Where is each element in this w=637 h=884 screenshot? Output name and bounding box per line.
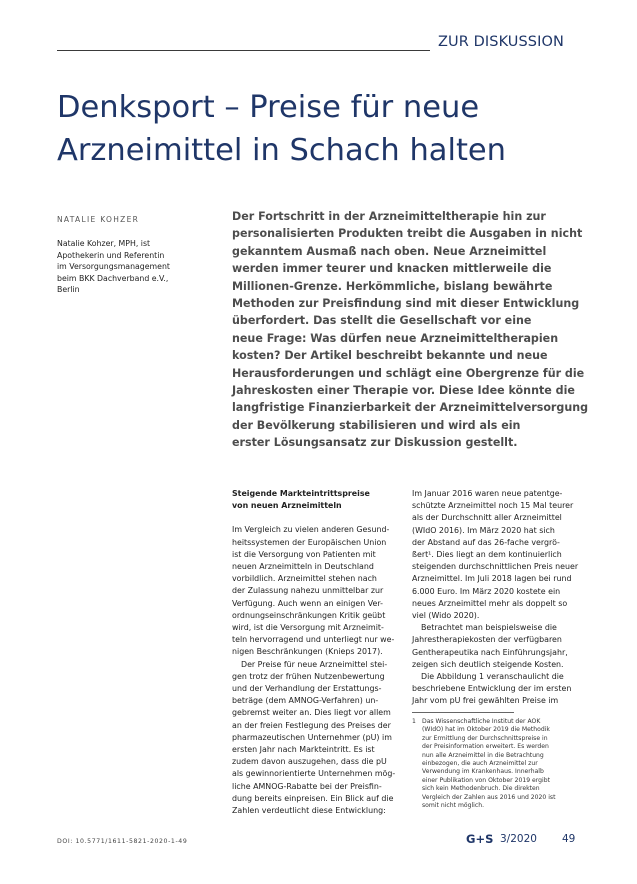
footnote-text: Das Wissenschaftliche Institut der AOK [422, 718, 541, 725]
abstract-line: personalisierten Produkten treibt die Ausgaben in nicht [232, 227, 583, 241]
body-line: liche AMNOG-Rabatte bei der Preisfin- [232, 781, 382, 791]
author-bio-line: im Versorgungsmanagement [57, 262, 170, 272]
page-number: 49 [562, 833, 576, 845]
abstract-line: werden immer teurer und knacken mittlerweile die [232, 262, 552, 276]
body-line: als der Durchschnitt aller Arzneimittel [412, 513, 562, 523]
body-line: Arzneimittel. Im Juli 2018 lagen bei rund [412, 574, 572, 584]
body-line: Der Preise für neue Arzneimittel stei- [241, 659, 388, 669]
body-line: an der freien Festlegung des Preises der [232, 720, 391, 730]
body-line: der Abstand auf das 26-fache vergrö- [412, 537, 560, 547]
abstract-line: kosten? Der Artikel beschreibt bekannte und neue [232, 349, 548, 363]
body-line: teln hervorragend und unterliegt nur we- [232, 635, 395, 645]
footnote-line: Vergleich der Zahlen aus 2016 und 2020 ist [422, 793, 556, 801]
subheading-line: Steigende Markteintrittspreise [232, 489, 370, 498]
footnote-line: somit nicht möglich. [422, 802, 485, 810]
body-line: Im Januar 2016 waren neue patentge- [412, 489, 563, 498]
abstract-line: langfristige Finanzierbarkeit der Arzneimittelversorgung [232, 401, 589, 415]
body-line: steigenden durchschnittlichen Preis neuer [412, 562, 579, 572]
body-line: Jahrestherapiekosten der verfügbaren [412, 635, 562, 645]
body-line: als gewinnorientierte Unternehmen mög- [232, 769, 396, 779]
abstract-line: erster Lösungsansatz zur Diskussion gestellt. [232, 436, 518, 450]
body-line: Die Abbildung 1 veranschaulicht die [421, 672, 564, 682]
body-line: gebremst weiter an. Dies liegt vor allem [232, 708, 391, 718]
body-line: ßert¹. Dies liegt an dem kontinuierlich [412, 550, 562, 560]
issue-number: 3/2020 [500, 833, 537, 845]
footnote-line: nun alle Arzneimittel in die Betrachtung [422, 751, 544, 759]
author-bio-line: beim BKK Dachverband e.V., [57, 273, 169, 283]
footnote-number: 1 [412, 718, 416, 725]
abstract-line: Der Fortschritt in der Arzneimitteltherapie hin zur [232, 210, 546, 223]
body-line: und der Verhandlung der Erstattungs- [232, 684, 382, 694]
abstract-line: Millionen-Grenze. Herkömmliche, bislang bewährte [232, 279, 553, 293]
body-line: ist die Versorgung von Patienten mit [232, 549, 376, 559]
body-line: heitssystemen der Europäischen Union [232, 537, 387, 547]
body-line: 6.000 Euro. Im März 2020 kostete ein [412, 586, 561, 596]
article-title [57, 86, 617, 172]
footnote-line [412, 718, 580, 726]
footnote-line: (WIdO) hat im Oktober 2019 die Methodik [422, 726, 550, 734]
body-line: Im Vergleich zu vielen anderen Gesund- [232, 525, 390, 535]
section-label: ZUR DISKUSSION [438, 34, 564, 50]
body-line: Gentherapeutika nach Einführungsjahr, [412, 647, 568, 657]
journal-name: G+S [466, 832, 494, 846]
body-line: Jahr vom pU frei gewählten Preise im [412, 696, 559, 706]
body-column-left [232, 488, 400, 817]
body-line: gen trotz der frühen Nutzenbewertung [232, 671, 385, 681]
body-line: pharmazeutischen Unternehmer (pU) im [232, 732, 392, 742]
abstract [232, 208, 589, 452]
body-line: Zahlen verdeutlicht diese Entwicklung: [232, 806, 386, 816]
body-line: zeigen sich deutlich steigende Kosten. [412, 659, 564, 669]
abstract-line: Jahreskosten einer Therapie vor. Diese Idee könnte die [232, 384, 575, 398]
doi: DOI: 10.5771/1611-5821-2020-1-49 [57, 838, 188, 845]
title-line: Denksport – Preise für neue [57, 90, 480, 125]
subheading-line: von neuen Arzneimitteln [232, 501, 342, 511]
author-bio-line: Apothekerin und Referentin [57, 250, 165, 260]
body-line: zudem davon auszugehen, dass die pU [232, 757, 387, 767]
body-line: ordnungseinschränkungen Kritik geübt [232, 610, 386, 620]
abstract-line: gekanntem Ausmaß nach oben. Neue Arzneimittel [232, 244, 547, 258]
footnote-line: sich kein Methodenbruch. Die direkten [422, 785, 540, 793]
footnote-line: der Preisinformation erweitert. Es werden [422, 743, 549, 751]
footnote [412, 718, 580, 810]
author-bio [57, 238, 217, 296]
body-line: vorbildlich. Arzneimittel stehen nach [232, 574, 377, 584]
abstract-line: neue Frage: Was dürfen neue Arzneimitteltherapien [232, 331, 559, 345]
body-line: wird, ist die Versorgung mit Arzneimit- [232, 623, 384, 633]
body-line: neuen Arzneimitteln in Deutschland [232, 562, 374, 572]
body-line: (WIdO 2016). Im März 2020 hat sich [412, 525, 555, 535]
body-line: beträge (dem AMNOG-Verfahren) un- [232, 696, 379, 706]
author-bio-line: Berlin [57, 285, 80, 295]
abstract-line: der Bevölkerung stabilisieren und wird als ein [232, 418, 521, 432]
body-column-right [412, 488, 580, 708]
abstract-line: Herausforderungen und schlägt eine Obergrenze für die [232, 366, 585, 380]
footnote-line: einbezogen, die auch Arzneimittel zur [422, 760, 538, 768]
body-line: nigen Beschränkungen (Knieps 2017). [232, 647, 383, 657]
footnote-line: einer Publikation von Oktober 2019 ergibt [422, 776, 550, 784]
body-line: beschriebene Entwicklung der im ersten [412, 684, 572, 694]
body-line: Betrachtet man beispielsweise die [421, 623, 557, 633]
body-line: neues Arzneimittel mehr als doppelt so [412, 598, 568, 608]
title-line: Arzneimittel in Schach halten [57, 133, 507, 168]
abstract-line: Methoden zur Preisfindung sind mit dieser Entwicklung [232, 297, 580, 311]
author-name: NATALIE KOHZER [57, 215, 140, 224]
author-bio-line: Natalie Kohzer, MPH, ist [57, 239, 151, 248]
header-rule [57, 50, 430, 51]
abstract-line: überfordert. Das stellt die Gesellschaft vor eine [232, 314, 532, 328]
footnote-line: Verwendung im Krankenhaus. Innerhalb [422, 768, 544, 776]
body-line: schützte Arzneimittel noch 15 Mal teurer [412, 501, 574, 511]
body-line: dung bereits einpreisen. Ein Blick auf die [232, 793, 394, 803]
footnote-line: zur Ermittlung der Durchschnittspreise in [422, 734, 548, 742]
body-line: Verfügung. Auch wenn an einigen Ver- [232, 598, 383, 608]
body-line: ersten Jahr nach Markteintritt. Es ist [232, 745, 375, 755]
body-line: der Zulassung nahezu unmittelbar zur [232, 586, 384, 596]
body-line: viel (Wido 2020). [412, 611, 480, 621]
footnote-rule [412, 712, 514, 713]
